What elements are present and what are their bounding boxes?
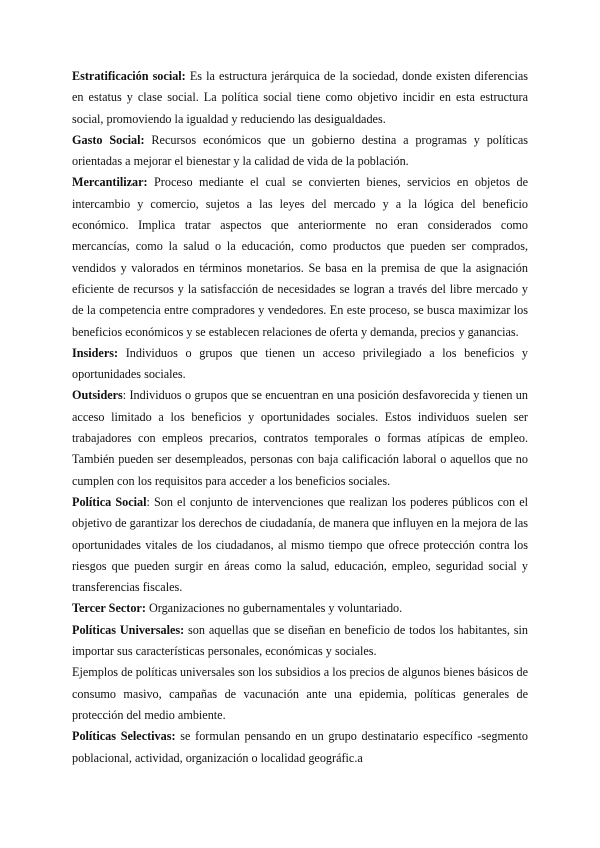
entry-ejemplos-politicas-universales (72, 662, 528, 726)
entry-politica-social (72, 492, 528, 598)
entry-definition: Organizaciones no gubernamentales y voluntariado. (145, 601, 403, 616)
entry-term: Políticas Universales: (72, 622, 185, 637)
entry-term: Gasto Social: (72, 132, 145, 147)
entry-term: Mercantilizar: (72, 175, 148, 190)
entry-term: Outsiders (72, 388, 123, 403)
entry-outsiders (72, 385, 528, 491)
entry-insiders (72, 343, 528, 386)
entry-tercer-sector (72, 598, 528, 619)
entry-gasto-social (72, 130, 528, 173)
entry-definition: son aquellas que se diseñan en beneficio de todos los habitantes, sin importar sus características personales, económicas y sociales. (72, 622, 528, 659)
entry-term: Políticas Selectivas: (72, 729, 176, 744)
entry-definition: : Son el conjunto de intervenciones que realizan los poderes públicos con el objetivo de garantizar los derechos de ciudadanía, de manera que influyen en la mejora de las oportunidades vitales de los ciudadanos, al mismo tiempo que ofrece protección contra los riesgos que pueden surgir en áreas como la salud, educación, empleo, seguridad social y transferencias fiscales. (72, 494, 529, 595)
entry-definition: se formulan pensando en un grupo destinatario específico -segmento poblacional, actividad, organización o localidad geográfic.a (72, 729, 528, 765)
entry-term: Insiders: (72, 345, 119, 360)
entry-definition: Recursos económicos que un gobierno destina a programas y políticas orientadas a mejorar el bienestar y la calidad de vida de la población. (72, 132, 528, 169)
entry-mercantilizar (72, 172, 528, 342)
entry-politicas-universales (72, 620, 528, 663)
entry-term: Política Social (72, 494, 147, 509)
entry-estratificacion-social (72, 66, 528, 130)
entry-definition: : Individuos o grupos que se encuentran en una posición desfavorecida y tienen un acceso limitado a los beneficios y oportunidades sociales. Estos individuos suelen ser trabajadores con empleos precarios, contratos temporales o formas atípicas de empleo. También pueden ser desempleados, personas con baja calificación laboral o aquellos que no cumplen con los requisitos para acceder a los beneficios sociales. (72, 388, 528, 488)
entry-definition: Ejemplos de políticas universales son los subsidios a los precios de algunos bienes básicos de consumo masivo, campañas de vacunación ante una epidemia, políticas generales de protección del medio ambiente. (72, 665, 528, 722)
entry-term: Estratificación social: (72, 69, 186, 83)
entry-term: Tercer Sector: (72, 601, 146, 616)
entry-definition: Es la estructura jerárquica de la sociedad, donde existen diferencias en estatus y clase social. La política social tiene como objetivo incidir en esta estructura social, promoviendo la igualdad y reduciendo las desigualdades. (72, 69, 528, 126)
glossary-page (72, 66, 528, 769)
entry-definition: Proceso mediante el cual se convierten bienes, servicios en objetos de intercambio y comercio, sujetos a las leyes del mercado y a la lógica del beneficio económico. Implica tratar aspectos que anteriormente no eran considerados como mercancías, como la salud o la educación, como productos que pueden ser comprados, vendidos y valorados en términos monetarios. Se basa en la premisa de que la asignación eficiente de recursos y la satisfacción de necesidades se logran a través del libre mercado y de la competencia entre compradores y vendedores. En este proceso, se busca maximizar los beneficios económicos y se establecen relaciones de oferta y demanda, precios y ganancias. (72, 175, 528, 339)
entry-definition: Individuos o grupos que tienen un acceso privilegiado a los beneficios y oportunidades sociales. (72, 345, 528, 382)
entry-politicas-selectivas (72, 726, 528, 769)
